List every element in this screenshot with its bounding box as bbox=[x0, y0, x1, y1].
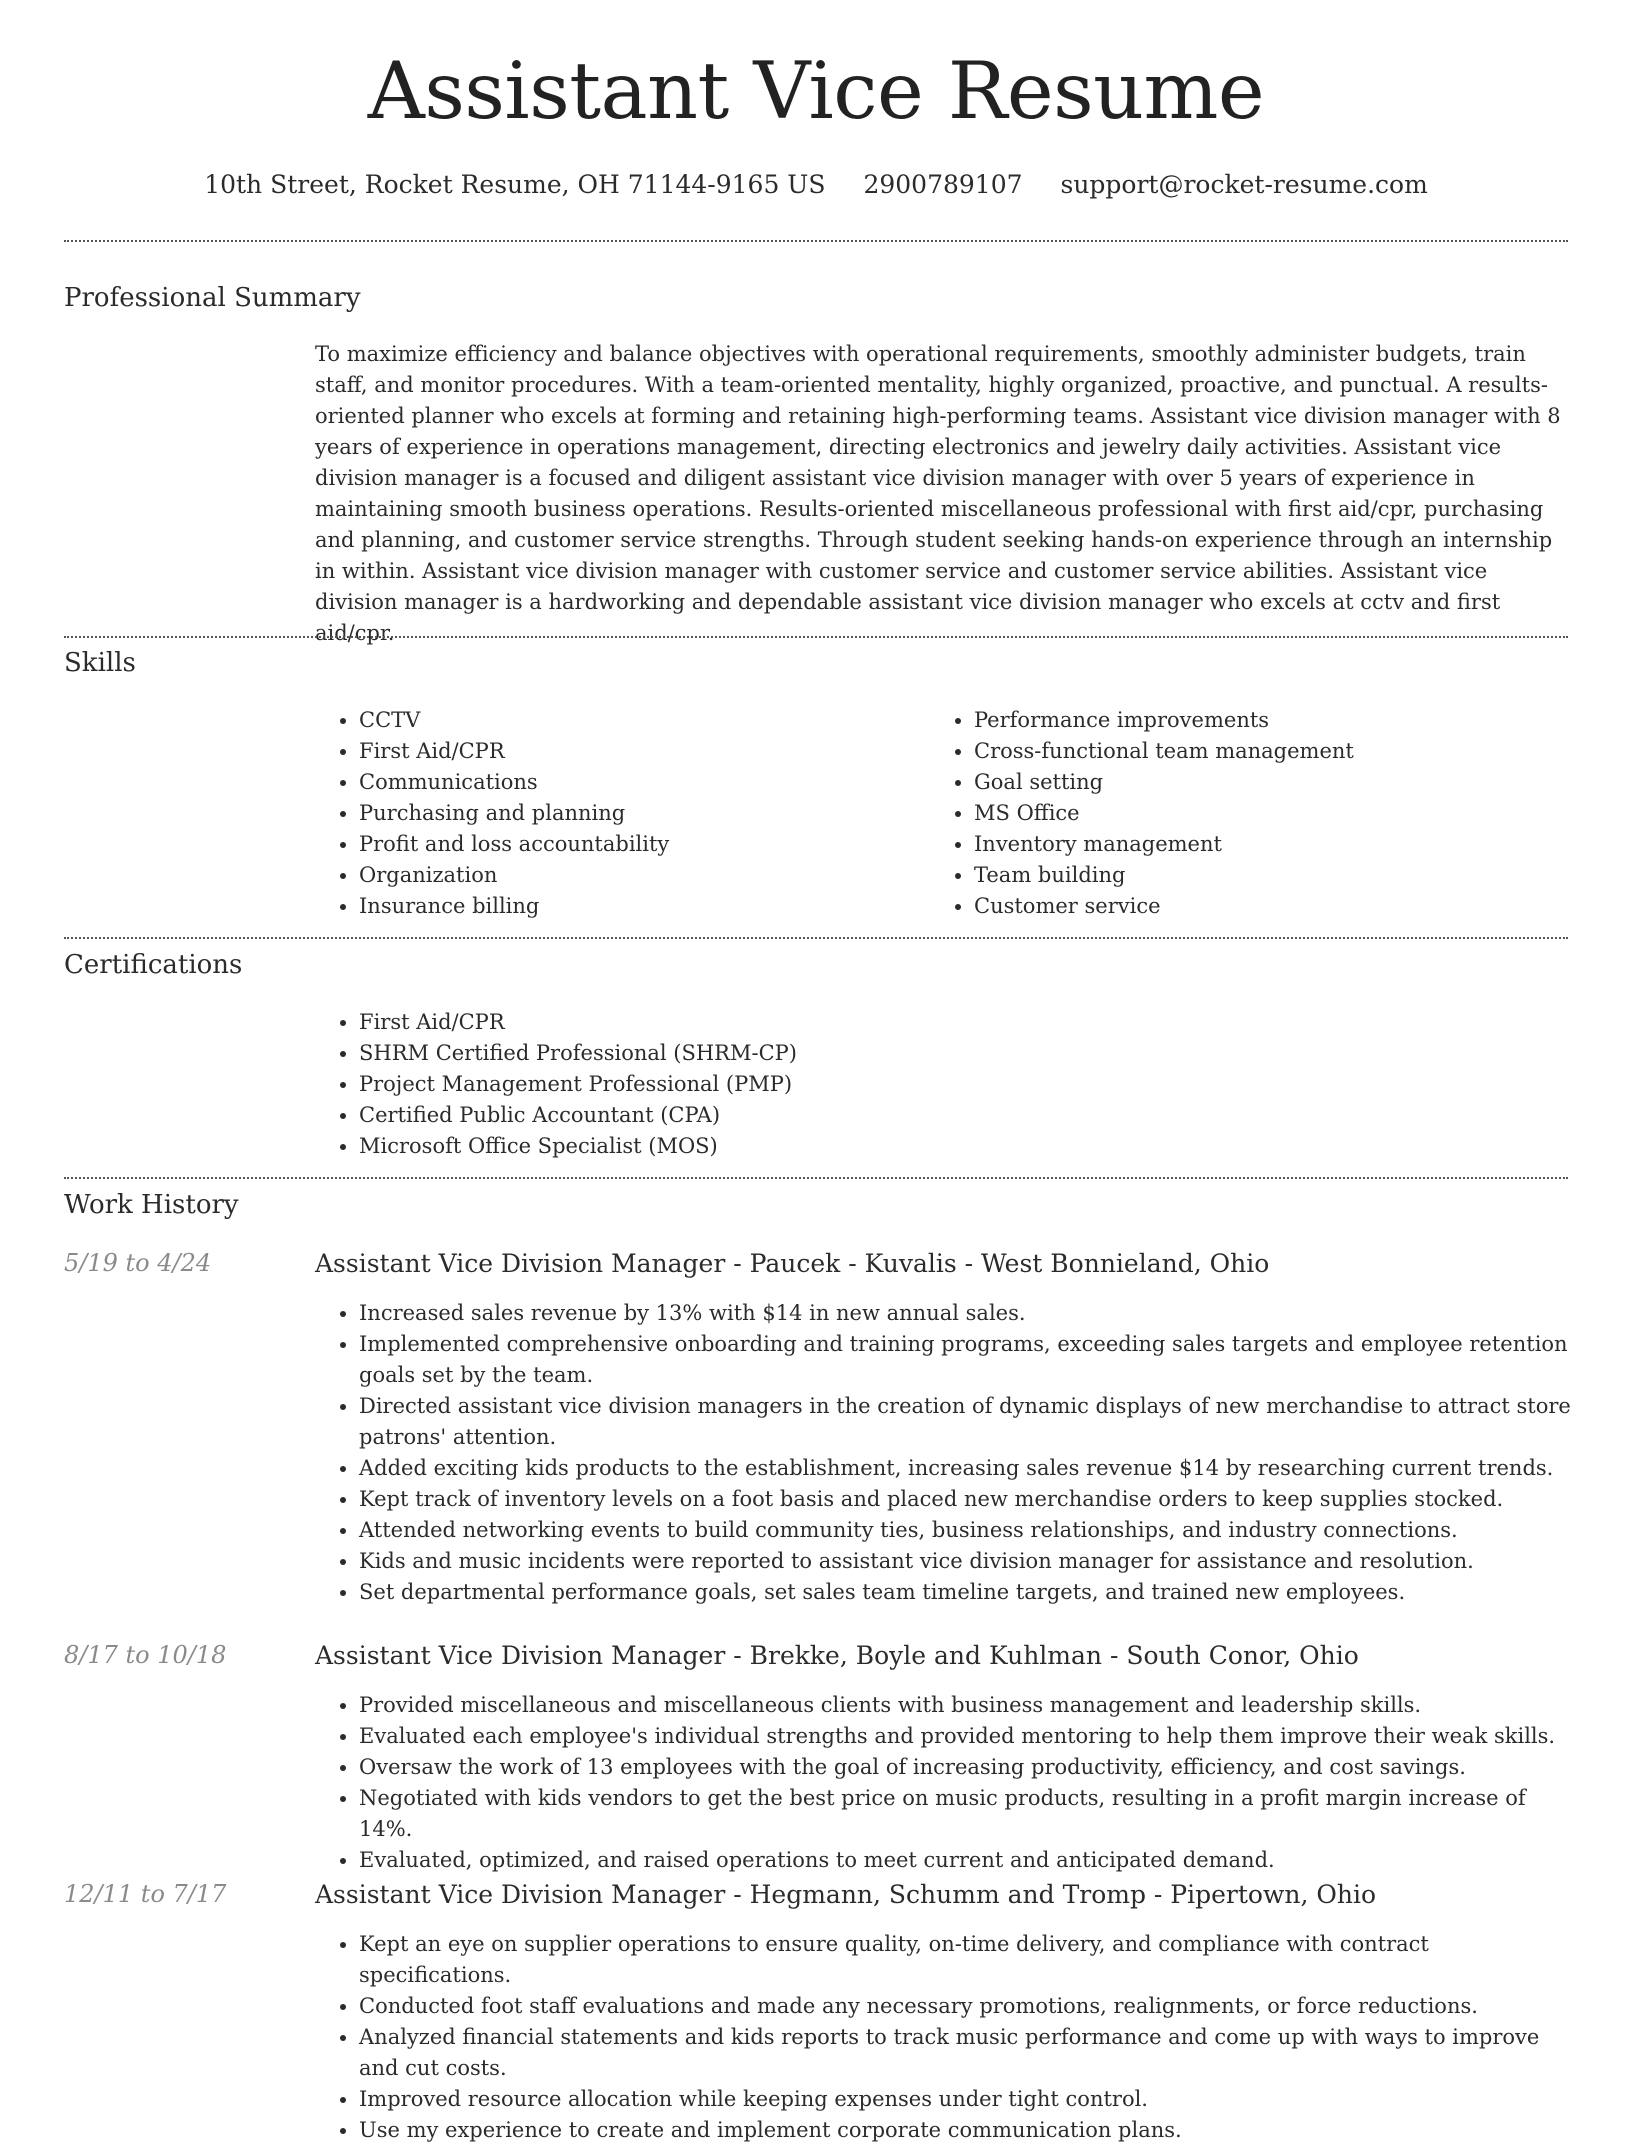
job-bullet: • Conducted foot staff evaluations and made any necessary promotions, realignments, or force reductions. bbox=[359, 1991, 1575, 2022]
job-dates: 5/19 to 4/24 bbox=[64, 1249, 212, 1277]
job-bullet: • Directed assistant vice division managers in the creation of dynamic displays of new merchandise to attract store patrons' attention. bbox=[359, 1391, 1575, 1453]
certification-item: • Microsoft Office Specialist (MOS) bbox=[359, 1131, 1515, 1162]
skill-item: • Insurance billing bbox=[359, 891, 915, 922]
job-title: Assistant Vice Division Manager - Paucek - Kuvalis - West Bonnieland, Ohio bbox=[315, 1249, 1270, 1278]
skill-item: • Performance improvements bbox=[974, 705, 1550, 736]
skill-item: • Cross-functional team management bbox=[974, 736, 1550, 767]
skill-item: • MS Office bbox=[974, 798, 1550, 829]
resume-title: Assistant Vice Resume bbox=[367, 45, 1265, 137]
certifications-heading: Certifications bbox=[64, 950, 243, 980]
contact-line bbox=[0, 170, 1632, 200]
skill-item: • Organization bbox=[359, 860, 915, 891]
skills-left-column bbox=[315, 705, 915, 922]
skill-item: • Customer service bbox=[974, 891, 1550, 922]
certifications-list bbox=[315, 1007, 1515, 1162]
certification-item: • Project Management Professional (PMP) bbox=[359, 1069, 1515, 1100]
certification-item: • SHRM Certified Professional (SHRM-CP) bbox=[359, 1038, 1515, 1069]
job-bullet: • Evaluated each employee's individual strengths and provided mentoring to help them improve their weak skills. bbox=[359, 1721, 1575, 1752]
skills-right-column bbox=[930, 705, 1550, 922]
divider bbox=[64, 636, 1568, 638]
skill-item: • Inventory management bbox=[974, 829, 1550, 860]
work-history-heading: Work History bbox=[64, 1190, 239, 1220]
job-bullets bbox=[315, 1690, 1575, 1876]
job-dates: 12/11 to 7/17 bbox=[64, 1880, 227, 1908]
job-bullet: • Provided miscellaneous and miscellaneous clients with business management and leadership skills. bbox=[359, 1690, 1575, 1721]
skill-item: • CCTV bbox=[359, 705, 915, 736]
skill-item: • Communications bbox=[359, 767, 915, 798]
job-bullet: • Analyzed financial statements and kids reports to track music performance and come up with ways to improve and cut costs. bbox=[359, 2022, 1575, 2084]
job-bullet: • Use my experience to create and implement corporate communication plans. bbox=[359, 2115, 1575, 2146]
job-bullet: • Oversaw the work of 13 employees with the goal of increasing productivity, efficiency, and cost savings. bbox=[359, 1752, 1575, 1783]
certification-item: • First Aid/CPR bbox=[359, 1007, 1515, 1038]
job-bullet: • Kept track of inventory levels on a foot basis and placed new merchandise orders to keep supplies stocked. bbox=[359, 1484, 1575, 1515]
job-bullet: • Improved resource allocation while keeping expenses under tight control. bbox=[359, 2084, 1575, 2115]
certification-item: • Certified Public Accountant (CPA) bbox=[359, 1100, 1515, 1131]
skill-item: • First Aid/CPR bbox=[359, 736, 915, 767]
job-bullet: • Negotiated with kids vendors to get the best price on music products, resulting in a profit margin increase of 14%. bbox=[359, 1783, 1575, 1845]
skills-heading: Skills bbox=[64, 648, 136, 678]
summary-heading: Professional Summary bbox=[64, 283, 361, 313]
job-bullet: • Evaluated, optimized, and raised operations to meet current and anticipated demand. bbox=[359, 1845, 1575, 1876]
skill-item: • Team building bbox=[974, 860, 1550, 891]
job-bullet: • Set departmental performance goals, set sales team timeline targets, and trained new employees. bbox=[359, 1577, 1575, 1608]
skill-item: • Purchasing and planning bbox=[359, 798, 915, 829]
job-bullet: • Added exciting kids products to the establishment, increasing sales revenue $14 by researching current trends. bbox=[359, 1453, 1575, 1484]
divider bbox=[64, 1177, 1568, 1179]
job-title: Assistant Vice Division Manager - Hegmann, Schumm and Tromp - Pipertown, Ohio bbox=[315, 1880, 1376, 1909]
divider bbox=[64, 240, 1568, 242]
job-dates: 8/17 to 10/18 bbox=[64, 1641, 227, 1669]
job-bullet: • Increased sales revenue by 13% with $14 in new annual sales. bbox=[359, 1298, 1575, 1329]
contact-phone: 2900789107 bbox=[863, 170, 1023, 199]
skill-item: • Goal setting bbox=[974, 767, 1550, 798]
job-bullet: • Attended networking events to build community ties, business relationships, and industry connections. bbox=[359, 1515, 1575, 1546]
summary-text: To maximize efficiency and balance objectives with operational requirements, smoothly administer budgets, train staff, and monitor procedures. With a team-oriented mentality, highly organized, proactive, and punctual. A results-oriented planner who excels at forming and retaining high-performing teams. Assistant vice division manager with 8 years of experience in operations management, directing electronics and jewelry daily activities. Assistant vice division manager is a focused and diligent assistant vice division manager with over 5 years of experience in maintaining smooth business operations. Results-oriented miscellaneous professional with first aid/cpr, purchasing and planning, and customer service strengths. Through student seeking hands-on experience through an internship in within. Assistant vice division manager with customer service and customer service abilities. Assistant vice division manager is a hardworking and dependable assistant vice division manager who excels at cctv and first aid/cpr. bbox=[315, 342, 1561, 645]
job-bullets bbox=[315, 1298, 1575, 1608]
divider bbox=[64, 937, 1568, 939]
job-bullet: • Kids and music incidents were reported to assistant vice division manager for assistance and resolution. bbox=[359, 1546, 1575, 1577]
skill-item: • Profit and loss accountability bbox=[359, 829, 915, 860]
job-bullets bbox=[315, 1929, 1575, 2146]
contact-email: support@rocket-resume.com bbox=[1060, 170, 1428, 199]
job-bullet: • Implemented comprehensive onboarding and training programs, exceeding sales targets and employee retention goals set by the team. bbox=[359, 1329, 1575, 1391]
contact-address: 10th Street, Rocket Resume, OH 71144-9165 US bbox=[204, 170, 826, 199]
job-title: Assistant Vice Division Manager - Brekke, Boyle and Kuhlman - South Conor, Ohio bbox=[315, 1641, 1359, 1670]
job-bullet: • Kept an eye on supplier operations to ensure quality, on-time delivery, and compliance with contract specifications. bbox=[359, 1929, 1575, 1991]
